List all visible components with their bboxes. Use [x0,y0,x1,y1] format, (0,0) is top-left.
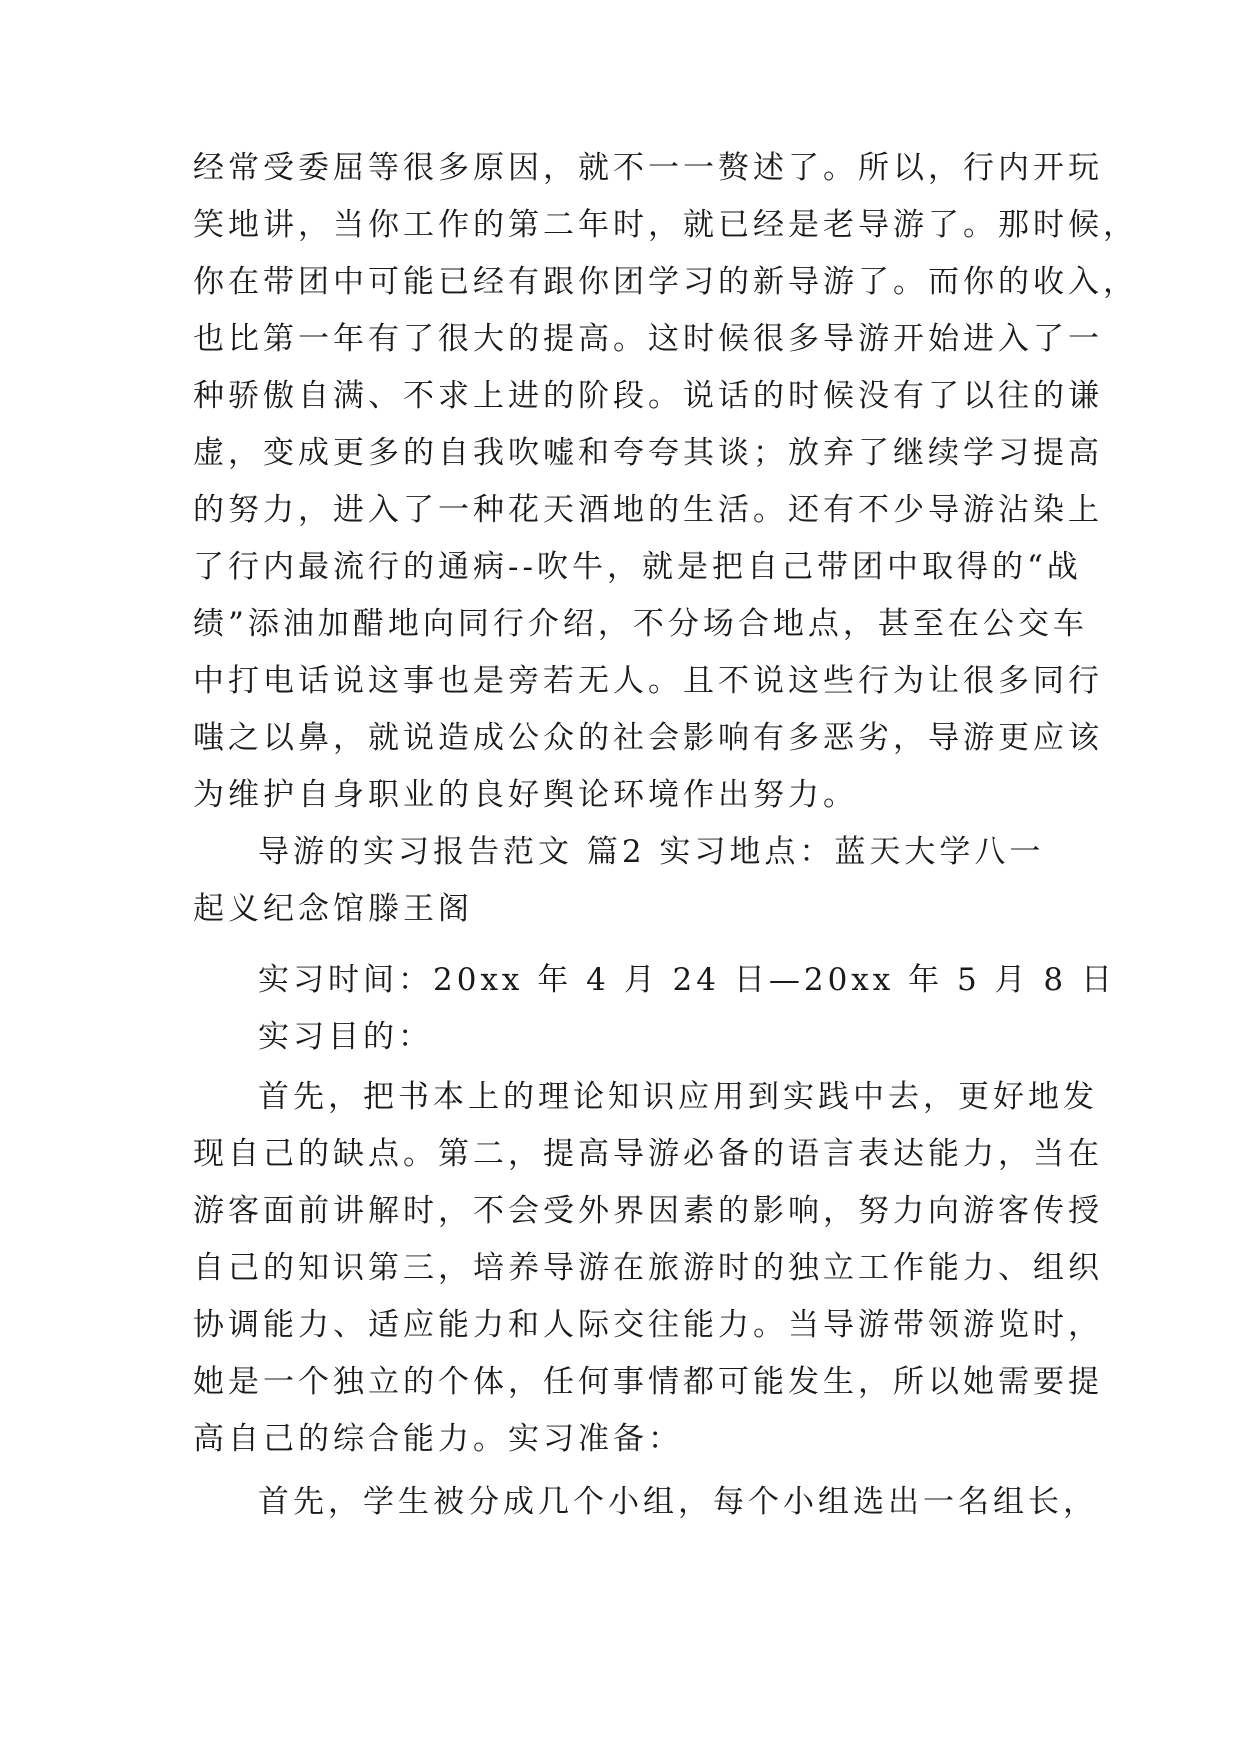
text-line: 中打电话说这事也是旁若无人。且不说这些行为让很多同行 [193,663,1103,699]
text-line: 现自己的缺点。第二，提高导游必备的语言表达能力，当在 [193,1136,1103,1172]
text-line: 笑地讲，当你工作的第二年时，就已经是老导游了。那时候， [193,207,1138,243]
text-line: 你在带团中可能已经有跟你团学习的新导游了。而你的收入， [193,264,1138,300]
text-line: 高自己的综合能力。实习准备： [193,1421,683,1457]
text-line: 起义纪念馆滕王阁 [193,891,473,927]
text-line: 也比第一年有了很大的提高。这时候很多导游开始进入了一 [193,321,1103,357]
text-line: 为维护自身职业的良好舆论环境作出努力。 [193,777,858,813]
text-line: 虚，变成更多的自我吹嘘和夸夸其谈；放弃了继续学习提高 [193,435,1103,471]
text-line: 游客面前讲解时，不会受外界因素的影响，努力向游客传授 [193,1193,1103,1229]
text-line: 的努力，进入了一种花天酒地的生活。还有不少导游沾染上 [193,492,1103,528]
text-line: 协调能力、适应能力和人际交往能力。当导游带领游览时， [193,1307,1103,1343]
text-line: 她是一个独立的个体，任何事情都可能发生，所以她需要提 [193,1364,1103,1400]
text-line: 经常受委屈等很多原因，就不一一赘述了。所以，行内开玩 [193,150,1103,186]
text-line: 实习目的： [258,1019,433,1055]
text-line: 嗤之以鼻，就说造成公众的社会影响有多恶劣，导游更应该 [193,720,1103,756]
text-line: 绩”添油加醋地向同行介绍，不分场合地点，甚至在公交车 [193,606,1088,642]
text-line: 了行内最流行的通病--吹牛，就是把自己带团中取得的“战 [193,549,1082,585]
text-line: 实习时间：20xx 年 4 月 24 日—20xx 年 5 月 8 日 [258,962,1116,998]
text-line: 种骄傲自满、不求上进的阶段。说话的时候没有了以往的谦 [193,378,1103,414]
section-heading-line: 导游的实习报告范文 篇2 实习地点：蓝天大学八一 [258,834,1045,870]
text-line: 首先，学生被分成几个小组，每个小组选出一名组长， [258,1484,1098,1520]
text-line: 首先，把书本上的理论知识应用到实践中去，更好地发 [258,1079,1098,1115]
text-line: 自己的知识第三，培养导游在旅游时的独立工作能力、组织 [193,1250,1103,1286]
